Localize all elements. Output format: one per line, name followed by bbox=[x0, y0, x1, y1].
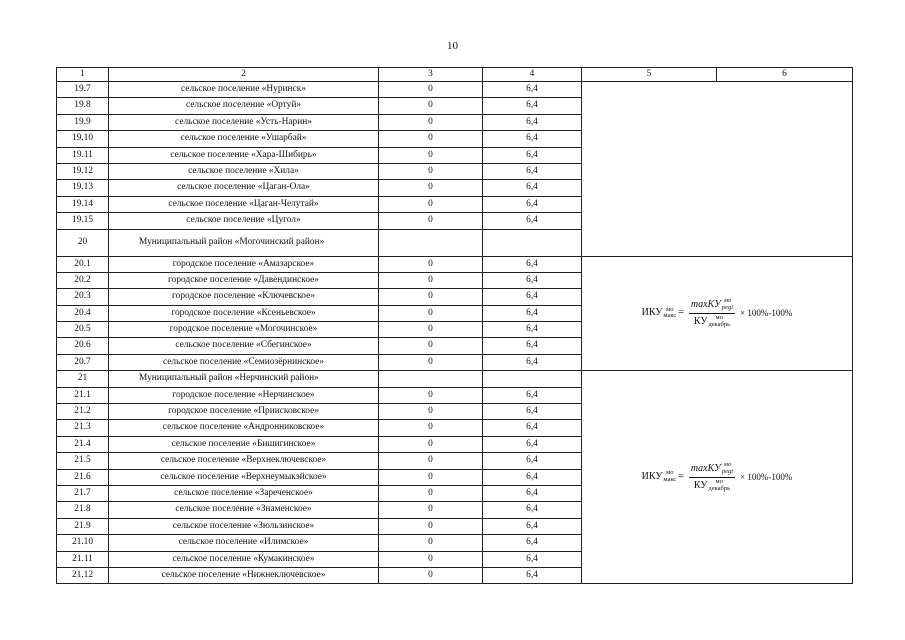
row-number: 20.5 bbox=[57, 322, 109, 338]
settlement-name: сельское поселение «Зюльзинское» bbox=[109, 518, 379, 534]
formula-num-sup: мо bbox=[723, 297, 732, 305]
col3-value: 0 bbox=[379, 469, 483, 485]
row-number: 21.6 bbox=[57, 469, 109, 485]
row-number: 20.1 bbox=[57, 256, 109, 272]
settlement-name: сельское поселение «Зареченское» bbox=[109, 485, 379, 501]
formula-tail: × 100%-100% bbox=[740, 471, 793, 482]
col4-value: 6,4 bbox=[483, 420, 582, 436]
col3-value: 0 bbox=[379, 213, 483, 229]
settlement-name: городское поселение «Ксеньевское» bbox=[109, 305, 379, 321]
formula-den-symbol: КУ bbox=[693, 315, 708, 327]
settlement-name: сельское поселение «Семиозёрнинское» bbox=[109, 354, 379, 370]
formula-lhs bbox=[642, 307, 677, 321]
settlement-name: сельское поселение «Цаган-Челутай» bbox=[109, 196, 379, 212]
formula-lhs-sup: мо bbox=[666, 305, 674, 313]
settlement-name: сельское поселение «Андронниковское» bbox=[109, 420, 379, 436]
formula-den-sub: декабрь bbox=[708, 320, 731, 328]
formula-lhs-sub: макс bbox=[663, 476, 677, 484]
col4-value: 6,4 bbox=[483, 485, 582, 501]
formula-fraction bbox=[689, 462, 735, 492]
col3-value: 0 bbox=[379, 98, 483, 114]
col4-value: 6,4 bbox=[483, 98, 582, 114]
col4-value: 6,4 bbox=[483, 180, 582, 196]
col4-value: 6,4 bbox=[483, 131, 582, 147]
formula-lhs-indices bbox=[663, 470, 676, 484]
settlement-name: сельское поселение «Сбегинское» bbox=[109, 338, 379, 354]
row-number: 20 bbox=[57, 229, 109, 256]
row-number: 19.15 bbox=[57, 213, 109, 229]
tariff-table bbox=[56, 67, 853, 584]
row-number: 21.5 bbox=[57, 453, 109, 469]
row-number: 20.6 bbox=[57, 338, 109, 354]
col4-value: 6,4 bbox=[483, 354, 582, 370]
header-row bbox=[57, 68, 853, 82]
settlement-name: городское поселение «Амазарское» bbox=[109, 256, 379, 272]
formula-den-sup: мо bbox=[715, 313, 723, 321]
col3-value: 0 bbox=[379, 551, 483, 567]
district-name: Муниципальный район «Могочинский район» bbox=[109, 229, 379, 256]
settlement-name: сельское поселение «Цаган-Ола» bbox=[109, 180, 379, 196]
col4-value: 6,4 bbox=[483, 82, 582, 98]
row-number: 21.10 bbox=[57, 535, 109, 551]
col3-value: 0 bbox=[379, 354, 483, 370]
col4-value: 6,4 bbox=[483, 272, 582, 288]
formula-cell bbox=[582, 256, 853, 371]
col4-value bbox=[483, 229, 582, 256]
col4-value: 6,4 bbox=[483, 213, 582, 229]
row-number: 21.3 bbox=[57, 420, 109, 436]
col3-value: 0 bbox=[379, 256, 483, 272]
settlement-name: сельское поселение «Нижнеключевское» bbox=[109, 567, 379, 583]
formula-equals: = bbox=[678, 471, 684, 483]
header-cell-1: 1 bbox=[57, 68, 109, 82]
row-number: 20.7 bbox=[57, 354, 109, 370]
col4-value: 6,4 bbox=[483, 163, 582, 179]
formula-den-symbol: КУ bbox=[693, 479, 708, 491]
header-cell-5: 5 bbox=[582, 68, 717, 82]
col4-value: 6,4 bbox=[483, 551, 582, 567]
col3-value: 0 bbox=[379, 114, 483, 130]
col4-value: 6,4 bbox=[483, 436, 582, 452]
settlement-name: сельское поселение «Знаменское» bbox=[109, 502, 379, 518]
formula-den-sub: декабрь bbox=[708, 484, 731, 492]
col4-value: 6,4 bbox=[483, 387, 582, 403]
col3-value: 0 bbox=[379, 131, 483, 147]
settlement-name: сельское поселение «Верхнеключевское» bbox=[109, 453, 379, 469]
row-number: 19.8 bbox=[57, 98, 109, 114]
group-row bbox=[57, 371, 853, 387]
row-number: 21.4 bbox=[57, 436, 109, 452]
col3-value bbox=[379, 371, 483, 387]
row-number: 19.11 bbox=[57, 147, 109, 163]
col3-value: 0 bbox=[379, 322, 483, 338]
row-number: 19.7 bbox=[57, 82, 109, 98]
col3-value: 0 bbox=[379, 453, 483, 469]
formula-num-symbol: maxКУ bbox=[690, 299, 721, 311]
formula-num-sub: pegi bbox=[721, 304, 734, 312]
settlement-name: городское поселение «Ключевское» bbox=[109, 289, 379, 305]
col3-value: 0 bbox=[379, 535, 483, 551]
settlement-name: сельское поселение «Цугол» bbox=[109, 213, 379, 229]
formula-num-sub: pegi bbox=[721, 467, 734, 475]
formula-equals: = bbox=[678, 307, 684, 319]
col3-value: 0 bbox=[379, 163, 483, 179]
col3-value bbox=[379, 229, 483, 256]
col4-value: 6,4 bbox=[483, 469, 582, 485]
row-number: 21.9 bbox=[57, 518, 109, 534]
formula-numerator bbox=[689, 462, 735, 478]
col4-value: 6,4 bbox=[483, 567, 582, 583]
header-cell-4: 4 bbox=[483, 68, 582, 82]
col3-value: 0 bbox=[379, 436, 483, 452]
formula-lhs-indices bbox=[663, 307, 676, 321]
district-name: Муниципальный район «Нерчинский район» bbox=[109, 371, 379, 387]
col3-value: 0 bbox=[379, 485, 483, 501]
col3-value: 0 bbox=[379, 567, 483, 583]
col3-value: 0 bbox=[379, 338, 483, 354]
col4-value: 6,4 bbox=[483, 502, 582, 518]
col4-value: 6,4 bbox=[483, 305, 582, 321]
formula-denominator bbox=[692, 314, 732, 329]
row-number: 19.14 bbox=[57, 196, 109, 212]
formula-fraction bbox=[689, 298, 735, 328]
formula-lhs bbox=[642, 470, 677, 484]
col3-value: 0 bbox=[379, 305, 483, 321]
formula-den-sup: мо bbox=[715, 477, 723, 485]
col4-value: 6,4 bbox=[483, 256, 582, 272]
formula-lhs-symbol: ИКУ bbox=[641, 307, 663, 319]
formula-cell bbox=[582, 82, 853, 257]
row-number: 20.2 bbox=[57, 272, 109, 288]
formula-num-sup: мо bbox=[723, 461, 732, 469]
col3-value: 0 bbox=[379, 502, 483, 518]
formula-num-indices bbox=[722, 462, 733, 476]
header-cell-6: 6 bbox=[717, 68, 853, 82]
col4-value: 6,4 bbox=[483, 518, 582, 534]
table-row bbox=[57, 256, 853, 272]
row-number: 21.7 bbox=[57, 485, 109, 501]
table-row bbox=[57, 82, 853, 98]
row-number: 21.2 bbox=[57, 404, 109, 420]
formula-den-indices bbox=[708, 315, 730, 329]
col3-value: 0 bbox=[379, 272, 483, 288]
settlement-name: сельское поселение «Кумакинское» bbox=[109, 551, 379, 567]
col4-value: 6,4 bbox=[483, 147, 582, 163]
formula-cell bbox=[582, 371, 853, 584]
col3-value: 0 bbox=[379, 404, 483, 420]
row-number: 21.8 bbox=[57, 502, 109, 518]
formula-lhs-symbol: ИКУ bbox=[641, 471, 663, 483]
header-cell-3: 3 bbox=[379, 68, 483, 82]
row-number: 21.11 bbox=[57, 551, 109, 567]
formula-lhs-sub: макс bbox=[663, 312, 677, 320]
col4-value: 6,4 bbox=[483, 404, 582, 420]
settlement-name: городское поселение «Могочинское» bbox=[109, 322, 379, 338]
formula-lhs-sup: мо bbox=[666, 469, 674, 477]
formula-numerator bbox=[689, 298, 735, 314]
row-number: 21.12 bbox=[57, 567, 109, 583]
row-number: 21 bbox=[57, 371, 109, 387]
row-number: 19.12 bbox=[57, 163, 109, 179]
row-number: 19.9 bbox=[57, 114, 109, 130]
formula bbox=[642, 298, 793, 328]
settlement-name: городское поселение «Приисковское» bbox=[109, 404, 379, 420]
col4-value: 6,4 bbox=[483, 114, 582, 130]
col4-value: 6,4 bbox=[483, 535, 582, 551]
col3-value: 0 bbox=[379, 180, 483, 196]
settlement-name: городское поселение «Давендинское» bbox=[109, 272, 379, 288]
settlement-name: сельское поселение «Ортуй» bbox=[109, 98, 379, 114]
col3-value: 0 bbox=[379, 82, 483, 98]
col4-value: 6,4 bbox=[483, 289, 582, 305]
settlement-name: городское поселение «Нерчинское» bbox=[109, 387, 379, 403]
col4-value bbox=[483, 371, 582, 387]
settlement-name: сельское поселение «Ушарбай» bbox=[109, 131, 379, 147]
col3-value: 0 bbox=[379, 196, 483, 212]
settlement-name: сельское поселение «Хара-Шибирь» bbox=[109, 147, 379, 163]
settlement-name: сельское поселение «Нуринск» bbox=[109, 82, 379, 98]
col4-value: 6,4 bbox=[483, 322, 582, 338]
row-number: 20.3 bbox=[57, 289, 109, 305]
row-number: 19.13 bbox=[57, 180, 109, 196]
col4-value: 6,4 bbox=[483, 338, 582, 354]
formula-denominator bbox=[692, 478, 732, 493]
col3-value: 0 bbox=[379, 518, 483, 534]
row-number: 21.1 bbox=[57, 387, 109, 403]
row-number: 19.10 bbox=[57, 131, 109, 147]
formula-tail: × 100%-100% bbox=[740, 307, 793, 318]
row-number: 20.4 bbox=[57, 305, 109, 321]
header-cell-2: 2 bbox=[109, 68, 379, 82]
formula bbox=[642, 462, 793, 492]
col3-value: 0 bbox=[379, 420, 483, 436]
col3-value: 0 bbox=[379, 387, 483, 403]
settlement-name: сельское поселение «Хила» bbox=[109, 163, 379, 179]
settlement-name: сельское поселение «Бишигинское» bbox=[109, 436, 379, 452]
col3-value: 0 bbox=[379, 147, 483, 163]
formula-den-indices bbox=[708, 479, 730, 493]
settlement-name: сельское поселение «Верхнеумыкэйское» bbox=[109, 469, 379, 485]
formula-num-symbol: maxКУ bbox=[690, 462, 721, 474]
col3-value: 0 bbox=[379, 289, 483, 305]
page-number: 10 bbox=[447, 40, 458, 52]
settlement-name: сельское поселение «Илимское» bbox=[109, 535, 379, 551]
col4-value: 6,4 bbox=[483, 453, 582, 469]
col4-value: 6,4 bbox=[483, 196, 582, 212]
formula-num-indices bbox=[722, 298, 733, 312]
settlement-name: сельское поселение «Усть-Нарин» bbox=[109, 114, 379, 130]
